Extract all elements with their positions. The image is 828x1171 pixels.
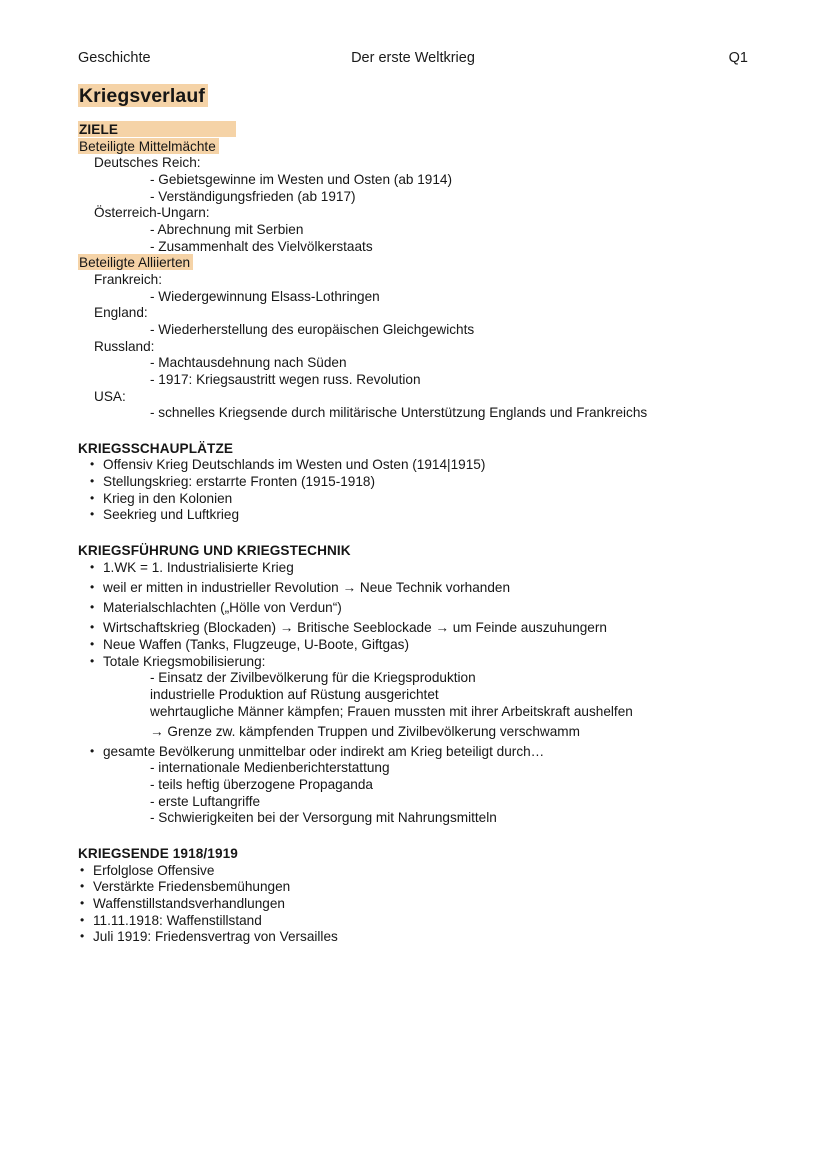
doc-line: - internationale Medienberichterstattung xyxy=(150,760,390,776)
page-header xyxy=(78,50,748,67)
doc-line: Russland: xyxy=(94,338,155,354)
doc-line: - Abrechnung mit Serbien xyxy=(150,221,304,237)
doc-line: • gesamte Bevölkerung unmittelbar oder indirekt am Krieg beteiligt durch… xyxy=(78,744,748,761)
doc-line: Österreich-Ungarn: xyxy=(94,205,210,221)
section-heading: KRIEGSSCHAUPLÄTZE xyxy=(78,440,234,456)
doc-line xyxy=(78,255,748,272)
doc-line: • Offensiv Krieg Deutschlands im Westen und Osten (1914|1915) xyxy=(78,457,748,474)
doc-line: England: xyxy=(94,305,148,321)
doc-line: • Verstärkte Friedensbemühungen xyxy=(78,879,748,896)
doc-line: Frankreich: xyxy=(94,271,162,287)
section-heading xyxy=(78,122,748,139)
doc-line: • Krieg in den Kolonien xyxy=(78,491,748,508)
doc-line: industrielle Produktion auf Rüstung ausgerichtet xyxy=(150,686,439,702)
doc-line: - Machtausdehnung nach Süden xyxy=(150,355,347,371)
document-body xyxy=(78,122,748,946)
doc-line: Deutsches Reich: xyxy=(94,155,201,171)
section-heading: KRIEGSENDE 1918/1919 xyxy=(78,846,238,862)
header-course: Geschichte xyxy=(78,50,151,66)
header-quarter: Q1 xyxy=(728,50,748,66)
doc-line: - Schwierigkeiten bei der Versorgung mit Nahrungsmitteln xyxy=(150,810,497,826)
doc-line: • Neue Waffen (Tanks, Flugzeuge, U-Boote, Giftgas) xyxy=(78,637,748,654)
section-kriegsschauplaetze xyxy=(78,441,748,524)
doc-line: • Erfolglose Offensive xyxy=(78,863,748,880)
highlighted-text: ZIELE xyxy=(78,121,236,137)
doc-line: - Zusammenhalt des Vielvölkerstaats xyxy=(150,238,373,254)
doc-line: • Totale Kriegsmobilisierung: xyxy=(78,654,748,671)
doc-line: - Verständigungsfrieden (ab 1917) xyxy=(150,188,356,204)
doc-line: • weil er mitten in industrieller Revolution → Neue Technik vorhanden xyxy=(78,580,748,597)
doc-line: • Seekrieg und Luftkrieg xyxy=(78,507,748,524)
doc-line: - 1917: Kriegsaustritt wegen russ. Revolution xyxy=(150,371,421,387)
doc-line: → Grenze zw. kämpfenden Truppen und Zivilbevölkerung verschwamm xyxy=(150,723,580,739)
doc-line: - Gebietsgewinne im Westen und Osten (ab 1914) xyxy=(150,171,452,187)
doc-line: • Stellungskrieg: erstarrte Fronten (1915-1918) xyxy=(78,474,748,491)
doc-line: - Einsatz der Zivilbevölkerung für die Kriegsproduktion xyxy=(150,670,476,686)
section-kriegsfuehrung xyxy=(78,543,748,827)
doc-line: wehrtaugliche Männer kämpfen; Frauen mussten mit ihrer Arbeitskraft aushelfen xyxy=(150,703,633,719)
doc-line: • Waffenstillstandsverhandlungen xyxy=(78,896,748,913)
highlighted-text: Beteiligte Mittelmächte xyxy=(78,138,219,154)
doc-line: • 1.WK = 1. Industrialisierte Krieg xyxy=(78,560,748,577)
highlighted-text: Beteiligte Alliierten xyxy=(78,254,193,270)
header-topic: Der erste Weltkrieg xyxy=(351,50,475,66)
section-ziele xyxy=(78,122,748,422)
doc-line: - schnelles Kriegsende durch militärische Unterstützung Englands und Frankreichs xyxy=(150,405,648,421)
section-heading: KRIEGSFÜHRUNG UND KRIEGSTECHNIK xyxy=(78,543,351,559)
doc-line: • 11.11.1918: Waffenstillstand xyxy=(78,913,748,930)
doc-line: - teils heftig überzogene Propaganda xyxy=(150,777,373,793)
doc-line: - erste Luftangriffe xyxy=(150,793,261,809)
section-kriegsende xyxy=(78,846,748,946)
doc-line: - Wiedergewinnung Elsass-Lothringen xyxy=(150,288,380,304)
page-title-highlight: Kriegsverlauf xyxy=(78,84,208,107)
doc-line: USA: xyxy=(94,388,126,404)
page-title xyxy=(78,84,748,108)
doc-line xyxy=(78,139,748,156)
doc-line: - Wiederherstellung des europäischen Gleichgewichts xyxy=(150,321,475,337)
doc-line: • Materialschlachten („Hölle von Verdun“) xyxy=(78,600,748,617)
doc-line: • Juli 1919: Friedensvertrag von Versailles xyxy=(78,929,748,946)
doc-line: • Wirtschaftskrieg (Blockaden) → Britische Seeblockade → um Feinde auszuhungern xyxy=(78,620,748,637)
